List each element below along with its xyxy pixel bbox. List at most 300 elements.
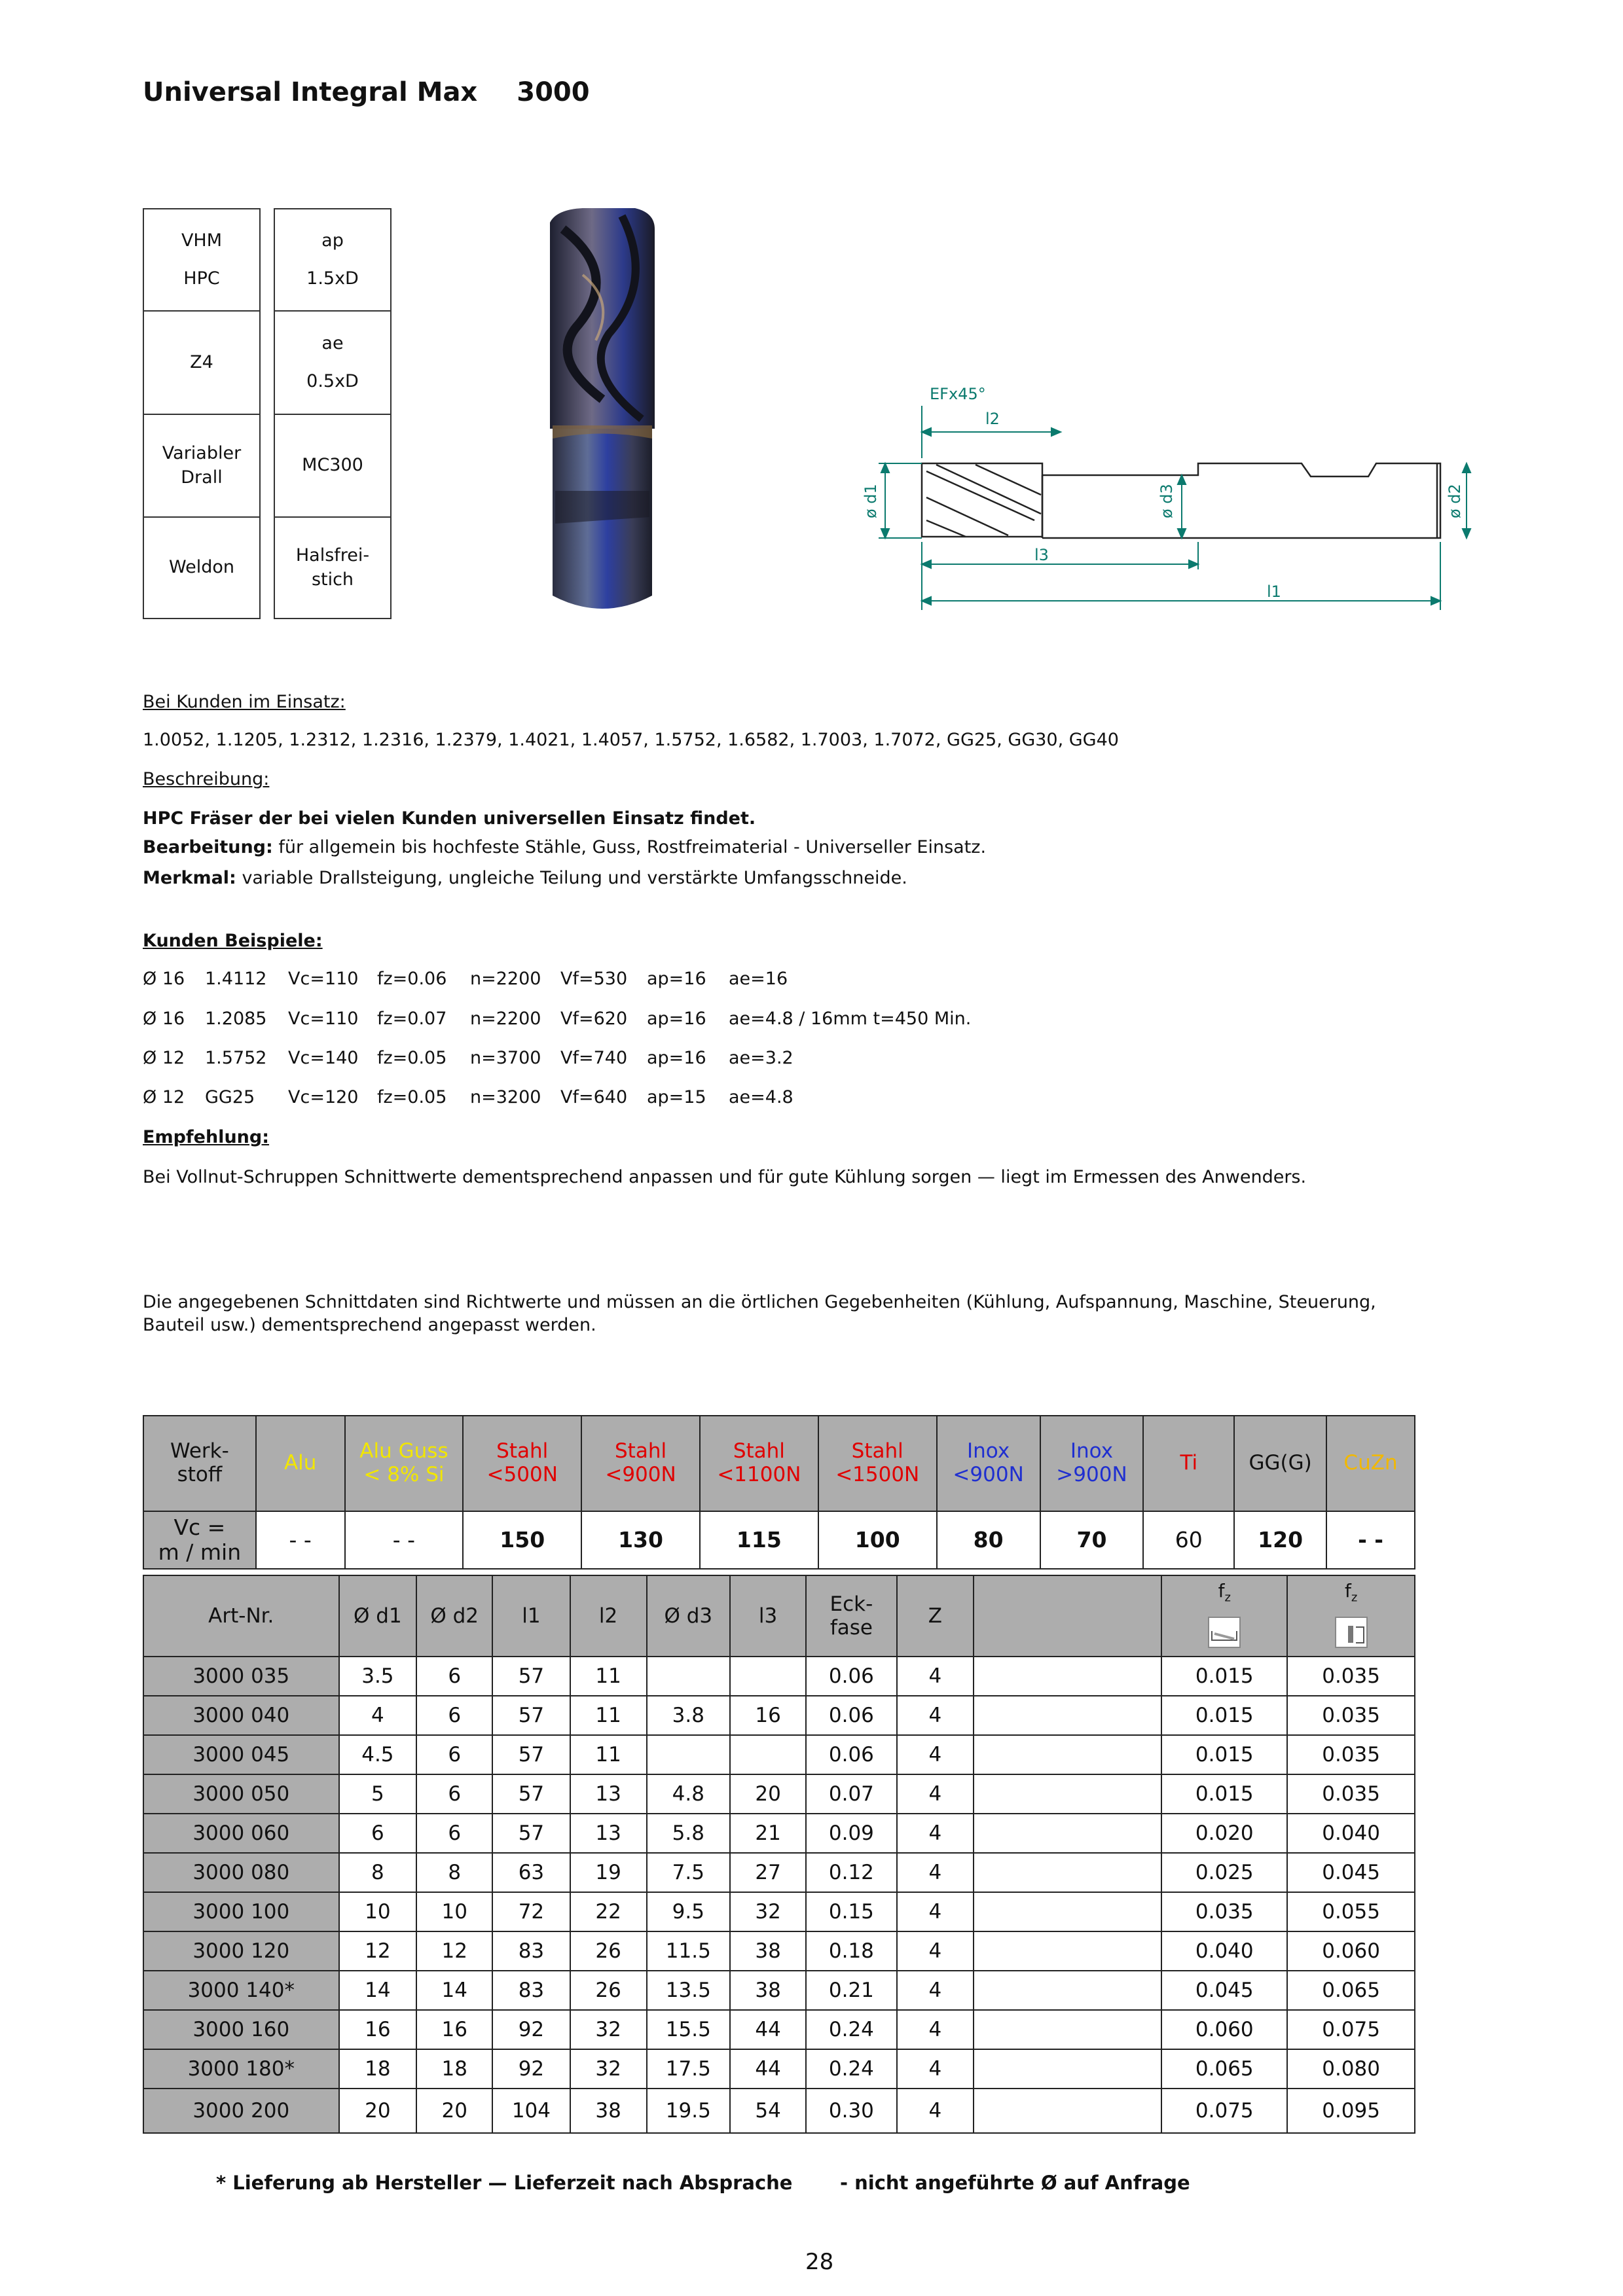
article-cell: 92 [492, 2010, 570, 2049]
article-cell [974, 2089, 1161, 2133]
table-row [143, 2049, 1415, 2089]
material-name: Stahl [614, 1439, 667, 1463]
article-cell: 20 [416, 2089, 492, 2133]
article-cell: 44 [730, 2010, 806, 2049]
article-cell: 4 [339, 1696, 417, 1735]
article-cell: 4.5 [339, 1735, 417, 1774]
table-row [143, 1696, 1415, 1735]
article-col-header [974, 1575, 1161, 1657]
spec-cell-coating [275, 415, 390, 518]
article-cell: 11.5 [647, 1931, 730, 1971]
material-header-row [143, 1416, 1415, 1511]
article-cell: 13.5 [647, 1971, 730, 2010]
example-value: Vc=140 [288, 1048, 359, 1068]
vc-value: 130 [581, 1511, 700, 1569]
article-cell: 3.8 [647, 1696, 730, 1735]
article-cell [730, 1657, 806, 1696]
article-number: 3000 160 [143, 2010, 339, 2049]
article-cell: 0.095 [1287, 2089, 1415, 2133]
bearbeitung-label: Bearbeitung: [143, 837, 273, 857]
label-l1: l1 [1267, 583, 1281, 601]
vc-value: 80 [937, 1511, 1040, 1569]
example-value: fz=0.07 [377, 1009, 447, 1029]
bearbeitung-text: für allgemein bis hochfeste Stähle, Guss, Rostfreimaterial - Universeller Einsatz. [272, 837, 987, 857]
article-col-header: Ø d1 [339, 1575, 417, 1657]
merkmal-label: Merkmal: [143, 868, 236, 888]
label-l2: l2 [985, 410, 1000, 428]
example-value: Vc=110 [288, 1009, 359, 1029]
table-row [143, 1971, 1415, 2010]
article-cell: 20 [339, 2089, 417, 2133]
article-cell [974, 2049, 1161, 2089]
spec-ae-value: 0.5xD [306, 371, 359, 391]
article-cell: 0.24 [806, 2049, 897, 2089]
article-cell: 14 [416, 1971, 492, 2010]
article-cell: 4 [897, 1853, 974, 1892]
spec-mc300: MC300 [302, 455, 363, 476]
material-table [143, 1415, 1415, 1570]
example-value: Ø 16 [143, 1009, 185, 1029]
article-cell: 11 [570, 1696, 647, 1735]
article-cell [974, 1931, 1161, 1971]
example-value: Vc=120 [288, 1087, 359, 1107]
material-name: Alu Guss [359, 1439, 448, 1463]
example-value: Vf=530 [560, 969, 628, 989]
eckfase-line-2: fase [830, 1616, 873, 1640]
article-cell: 57 [492, 1657, 570, 1696]
example-value: n=2200 [470, 969, 541, 989]
material-name: CuZn [1343, 1451, 1398, 1475]
article-cell: 0.015 [1161, 1735, 1287, 1774]
article-cell: 0.075 [1287, 2010, 1415, 2049]
vc-value: - - [345, 1511, 464, 1569]
material-strength: >900N [1056, 1463, 1127, 1486]
article-number: 3000 035 [143, 1657, 339, 1696]
vc-line-1: Vc = [173, 1515, 226, 1541]
material-strength: < 8% Si [363, 1463, 445, 1486]
article-cell: 13 [570, 1814, 647, 1853]
article-cell [647, 1735, 730, 1774]
article-col-header: l1 [492, 1575, 570, 1657]
article-cell: 4 [897, 1814, 974, 1853]
spec-ap-value: 1.5xD [306, 268, 359, 289]
beschreibung-heading: Beschreibung: [143, 769, 270, 789]
article-cell: 27 [730, 1853, 806, 1892]
article-col-header: Ø d3 [647, 1575, 730, 1657]
article-cell: 32 [730, 1892, 806, 1931]
end-mill-drawing [845, 367, 1486, 615]
hinweis-text: Die angegebenen Schnittdaten sind Richtwerte und müssen an die örtlichen Gegebenheiten (Kühlung, Aufspannung, Maschine, Steuerung, Bauteil usw.) dementsprechend angepasst werden. [143, 1292, 1376, 1336]
example-value: ae=4.8 / 16mm t=450 Min. [729, 1009, 972, 1029]
vc-line-2: m / min [158, 1539, 242, 1565]
article-cell: 5 [339, 1774, 417, 1814]
vc-value: - - [1326, 1511, 1415, 1569]
page-title [143, 77, 590, 107]
article-cell [974, 1774, 1161, 1814]
article-cell: 4 [897, 1774, 974, 1814]
article-cell: 0.055 [1287, 1892, 1415, 1931]
material-name: Stahl [733, 1439, 785, 1463]
description-line-2 [143, 836, 986, 859]
article-cell: 16 [339, 2010, 417, 2049]
article-header-row [143, 1575, 1415, 1657]
article-cell: 21 [730, 1814, 806, 1853]
article-cell [974, 2010, 1161, 2049]
table-row [143, 1774, 1415, 1814]
article-cell: 0.060 [1287, 1931, 1415, 1971]
article-cell: 0.06 [806, 1657, 897, 1696]
material-name: Inox [967, 1439, 1010, 1463]
article-number: 3000 180* [143, 2049, 339, 2089]
spec-cell-helix [144, 415, 259, 518]
material-col-header [1040, 1416, 1144, 1511]
spec-ae-label: ae [321, 332, 344, 353]
article-cell: 7.5 [647, 1853, 730, 1892]
article-cell [974, 1814, 1161, 1853]
article-number: 3000 080 [143, 1853, 339, 1892]
end-mill-photo [524, 203, 681, 628]
article-cell: 5.8 [647, 1814, 730, 1853]
article-cell [974, 1657, 1161, 1696]
article-col-header [806, 1575, 897, 1657]
article-cell: 0.025 [1161, 1853, 1287, 1892]
article-col-header: Z [897, 1575, 974, 1657]
article-cell: 6 [339, 1814, 417, 1853]
article-cell: 38 [730, 1971, 806, 2010]
material-strength: <900N [953, 1463, 1024, 1486]
article-cell: 10 [339, 1892, 417, 1931]
empfehlung-heading: Empfehlung: [143, 1127, 270, 1147]
example-value: 1.4112 [205, 969, 267, 989]
article-cell: 19 [570, 1853, 647, 1892]
article-cell: 4 [897, 1931, 974, 1971]
article-cell: 0.020 [1161, 1814, 1287, 1853]
material-name: Stahl [851, 1439, 903, 1463]
vc-value: 100 [818, 1511, 937, 1569]
article-cell: 4 [897, 2089, 974, 2133]
article-cell: 38 [730, 1931, 806, 1971]
vc-row [143, 1511, 1415, 1569]
spec-ap-label: ap [321, 230, 344, 251]
table-row [143, 1657, 1415, 1696]
example-value: ae=3.2 [729, 1048, 793, 1068]
werkstoff-label [143, 1416, 256, 1511]
vc-value: 115 [700, 1511, 818, 1569]
table-row [143, 1892, 1415, 1931]
description-line-3 [143, 867, 907, 889]
article-cell: 0.18 [806, 1931, 897, 1971]
material-col-header [1326, 1416, 1415, 1511]
material-col-header [256, 1416, 345, 1511]
article-cell [974, 1892, 1161, 1931]
article-cell: 16 [416, 2010, 492, 2049]
kunden-materials: 1.0052, 1.1205, 1.2312, 1.2316, 1.2379, 1.4021, 1.4057, 1.5752, 1.6582, 1.7003, 1.7072, GG25, GG30, GG40 [143, 730, 1119, 750]
article-cell: 0.035 [1287, 1735, 1415, 1774]
vc-value: - - [256, 1511, 345, 1569]
example-value: ap=16 [647, 1048, 706, 1068]
article-cell [974, 1696, 1161, 1735]
article-cell: 4 [897, 2049, 974, 2089]
article-cell: 0.15 [806, 1892, 897, 1931]
article-number: 3000 050 [143, 1774, 339, 1814]
werkstoff-line-2: stoff [177, 1463, 223, 1486]
product-name: Universal Integral Max [143, 77, 478, 107]
article-cell: 83 [492, 1931, 570, 1971]
article-cell: 0.035 [1287, 1657, 1415, 1696]
label-l3: l3 [1034, 546, 1049, 564]
article-cell: 92 [492, 2049, 570, 2089]
example-value: fz=0.05 [377, 1087, 447, 1107]
example-value: Vc=110 [288, 969, 359, 989]
article-col-header: Ø d2 [416, 1575, 492, 1657]
fz-label: f [1218, 1580, 1225, 1602]
article-cell: 0.045 [1287, 1853, 1415, 1892]
table-row [143, 1735, 1415, 1774]
article-cell: 17.5 [647, 2049, 730, 2089]
article-number: 3000 040 [143, 1696, 339, 1735]
article-cell: 0.065 [1161, 2049, 1287, 2089]
article-cell: 0.040 [1161, 1931, 1287, 1971]
article-cell: 0.040 [1287, 1814, 1415, 1853]
article-cell [974, 1853, 1161, 1892]
material-strength: <1100N [717, 1463, 801, 1486]
article-cell: 22 [570, 1892, 647, 1931]
example-value: Vf=620 [560, 1009, 628, 1029]
article-cell: 57 [492, 1814, 570, 1853]
side-milling-icon [1335, 1617, 1368, 1648]
article-cell: 0.015 [1161, 1774, 1287, 1814]
article-cell: 8 [416, 1853, 492, 1892]
article-cell: 19.5 [647, 2089, 730, 2133]
table-row [143, 1931, 1415, 1971]
label-d2: ø d2 [1446, 484, 1464, 518]
article-cell: 4 [897, 1892, 974, 1931]
table-row [143, 2089, 1415, 2133]
article-cell: 16 [730, 1696, 806, 1735]
example-value: n=3700 [470, 1048, 541, 1068]
empfehlung-text: Bei Vollnut-Schruppen Schnittwerte dementsprechend anpassen und für gute Kühlung sorgen — liegt im Ermessen des Anwenders. [143, 1167, 1307, 1187]
article-cell [730, 1735, 806, 1774]
spec-right-column [274, 208, 392, 619]
material-col-header [463, 1416, 581, 1511]
article-number: 3000 120 [143, 1931, 339, 1971]
material-col-header [818, 1416, 937, 1511]
material-col-header [1234, 1416, 1326, 1511]
article-cell: 0.075 [1161, 2089, 1287, 2133]
article-cell: 18 [416, 2049, 492, 2089]
article-cell: 57 [492, 1735, 570, 1774]
article-col-header: l2 [570, 1575, 647, 1657]
example-value: ap=15 [647, 1087, 706, 1107]
table-row [143, 2010, 1415, 2049]
spec-vhm: VHM [181, 230, 223, 251]
article-number: 3000 140* [143, 1971, 339, 2010]
example-value: ae=16 [729, 969, 788, 989]
article-col-header: l3 [730, 1575, 806, 1657]
article-cell: 32 [570, 2049, 647, 2089]
article-cell: 6 [416, 1696, 492, 1735]
article-cell: 0.035 [1287, 1696, 1415, 1735]
article-cell: 12 [339, 1931, 417, 1971]
article-cell: 4.8 [647, 1774, 730, 1814]
article-cell: 0.12 [806, 1853, 897, 1892]
article-cell: 0.045 [1161, 1971, 1287, 2010]
label-efx45: EFx45° [930, 385, 986, 403]
material-col-header [700, 1416, 818, 1511]
article-number: 3000 100 [143, 1892, 339, 1931]
material-strength: <500N [486, 1463, 558, 1486]
article-cell: 3.5 [339, 1657, 417, 1696]
article-cell: 0.065 [1287, 1971, 1415, 2010]
vc-value: 150 [463, 1511, 581, 1569]
material-name: Stahl [496, 1439, 549, 1463]
article-cell: 0.30 [806, 2089, 897, 2133]
article-cell: 44 [730, 2049, 806, 2089]
article-number: 3000 200 [143, 2089, 339, 2133]
article-cell: 0.07 [806, 1774, 897, 1814]
example-value: Ø 12 [143, 1087, 185, 1107]
example-value: ap=16 [647, 969, 706, 989]
werkstoff-line-1: Werk- [170, 1439, 229, 1463]
example-value: 1.2085 [205, 1009, 267, 1029]
article-cell: 6 [416, 1774, 492, 1814]
article-cell: 9.5 [647, 1892, 730, 1931]
article-number: 3000 045 [143, 1735, 339, 1774]
article-cell: 83 [492, 1971, 570, 2010]
article-cell: 6 [416, 1814, 492, 1853]
spec-variabler: Variabler [162, 443, 242, 464]
article-cell: 14 [339, 1971, 417, 2010]
article-cell: 32 [570, 2010, 647, 2049]
article-cell: 0.060 [1161, 2010, 1287, 2049]
article-cell: 63 [492, 1853, 570, 1892]
material-col-header [1143, 1416, 1234, 1511]
vc-value: 60 [1143, 1511, 1234, 1569]
article-cell: 4 [897, 2010, 974, 2049]
spec-halsfrei: Halsfrei- [295, 545, 370, 566]
label-d3: ø d3 [1158, 484, 1176, 518]
material-name: Alu [283, 1451, 317, 1475]
example-value: Ø 12 [143, 1048, 185, 1068]
article-cell: 72 [492, 1892, 570, 1931]
vc-label [143, 1511, 256, 1569]
article-cell: 13 [570, 1774, 647, 1814]
spec-cell-neck [275, 518, 390, 618]
page-number: 28 [805, 2249, 834, 2275]
example-value: Vf=740 [560, 1048, 628, 1068]
example-value: 1.5752 [205, 1048, 267, 1068]
article-cell [647, 1657, 730, 1696]
example-value: Ø 16 [143, 969, 185, 989]
article-col-header: Art-Nr. [143, 1575, 339, 1657]
example-value: ap=16 [647, 1009, 706, 1029]
article-cell [974, 1971, 1161, 2010]
spec-cell-shank [144, 518, 259, 618]
spec-cell-teeth [144, 312, 259, 415]
material-name: Ti [1180, 1451, 1198, 1475]
vc-value: 70 [1040, 1511, 1144, 1569]
article-cell: 0.09 [806, 1814, 897, 1853]
example-value: GG25 [205, 1087, 255, 1107]
footer-delivery-note: * Lieferung ab Hersteller — Lieferzeit nach Absprache [216, 2172, 793, 2194]
article-cell: 8 [339, 1853, 417, 1892]
example-value: Vf=640 [560, 1087, 628, 1107]
kunden-heading: Bei Kunden im Einsatz: [143, 692, 346, 712]
article-cell: 0.080 [1287, 2049, 1415, 2089]
example-value: ae=4.8 [729, 1087, 793, 1107]
article-cell: 57 [492, 1696, 570, 1735]
article-cell: 0.24 [806, 2010, 897, 2049]
example-value: n=3200 [470, 1087, 541, 1107]
spec-left-column [143, 208, 261, 619]
merkmal-text: variable Drallsteigung, ungleiche Teilung und verstärkte Umfangsschneide. [236, 868, 907, 888]
article-cell: 15.5 [647, 2010, 730, 2049]
article-table [143, 1575, 1415, 2134]
example-value: fz=0.05 [377, 1048, 447, 1068]
example-value: fz=0.06 [377, 969, 447, 989]
footer-request-note: - nicht angeführte Ø auf Anfrage [840, 2172, 1190, 2194]
article-cell: 104 [492, 2089, 570, 2133]
material-col-header [937, 1416, 1040, 1511]
label-d1: ø d1 [862, 484, 880, 518]
material-name: GG(G) [1249, 1451, 1312, 1475]
material-col-header [345, 1416, 464, 1511]
material-strength: <1500N [835, 1463, 920, 1486]
spec-drall: Drall [181, 467, 223, 488]
article-cell: 4 [897, 1657, 974, 1696]
article-cell: 0.035 [1161, 1892, 1287, 1931]
description-line-1: HPC Fräser der bei vielen Kunden universellen Einsatz findet. [143, 808, 756, 829]
article-cell: 10 [416, 1892, 492, 1931]
article-cell: 0.015 [1161, 1696, 1287, 1735]
spec-cell-ap [275, 209, 390, 312]
article-cell: 0.035 [1287, 1774, 1415, 1814]
article-cell: 0.21 [806, 1971, 897, 2010]
vc-value: 120 [1234, 1511, 1326, 1569]
article-cell: 26 [570, 1931, 647, 1971]
article-cell: 11 [570, 1657, 647, 1696]
spec-z4: Z4 [190, 351, 213, 372]
material-col-header [581, 1416, 700, 1511]
article-cell: 4 [897, 1735, 974, 1774]
example-value: n=2200 [470, 1009, 541, 1029]
article-cell: 26 [570, 1971, 647, 2010]
fz-label: f [1344, 1580, 1351, 1602]
table-row [143, 1814, 1415, 1853]
slot-milling-icon [1208, 1617, 1241, 1648]
article-cell: 18 [339, 2049, 417, 2089]
article-cell: 4 [897, 1696, 974, 1735]
article-cell: 4 [897, 1971, 974, 2010]
table-row [143, 1853, 1415, 1892]
article-cell: 12 [416, 1931, 492, 1971]
material-name: Inox [1070, 1439, 1114, 1463]
beispiele-heading: Kunden Beispiele: [143, 931, 323, 951]
spec-hpc: HPC [183, 268, 220, 289]
article-cell: 0.06 [806, 1735, 897, 1774]
article-col-header: $f_z$ [1161, 1575, 1287, 1657]
article-cell: 6 [416, 1735, 492, 1774]
article-cell: 38 [570, 2089, 647, 2133]
article-cell [974, 1735, 1161, 1774]
article-cell: 57 [492, 1774, 570, 1814]
spec-stich: stich [311, 569, 354, 590]
article-cell: 54 [730, 2089, 806, 2133]
spec-cell-ae [275, 312, 390, 415]
article-number: 3000 060 [143, 1814, 339, 1853]
spec-weldon: Weldon [169, 557, 234, 578]
article-col-header: $f_z$ [1287, 1575, 1415, 1657]
